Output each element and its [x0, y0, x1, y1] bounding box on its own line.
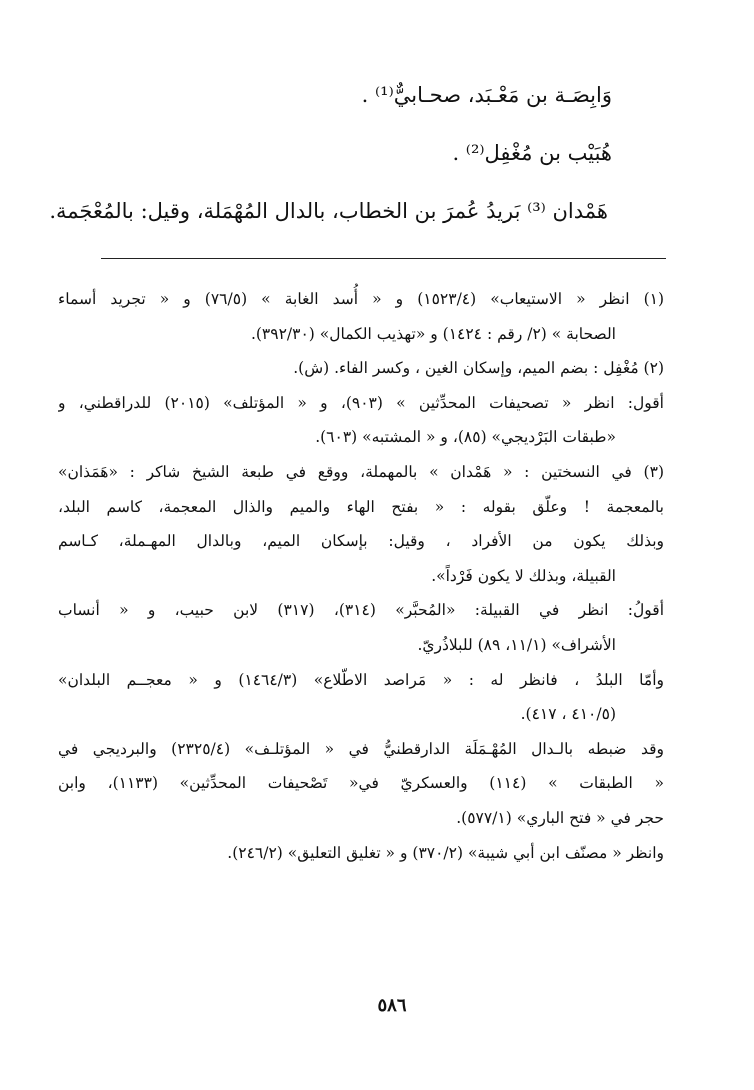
footnote-line: أقول: انظر « تصحيفات المحدِّثين » (٩٠٣)، و « المؤتلف» (٢٠١٥) للدراقطني، و: [58, 393, 664, 412]
footnote-line: بالمعجمة ! وعلّق بقوله : « بفتح الهاء والميم والذال المعجمة، كاسم البلد،: [58, 497, 664, 516]
footnote-line: وانظر « مصنّف ابن أبي شيبة» (٣٧٠/٢) و « تغليق التعليق» (٢٤٦/٢).: [227, 843, 664, 862]
footnote-line: «طبقات البَرْديجي» (٨٥)، و « المشتبه» (٦٠٣).: [315, 428, 616, 447]
footnote-line: وبذلك يكون من الأفراد ، وقيل: بإسكان الميم، وبالدال المهـملة، كـاسم: [58, 532, 664, 551]
footnote-separator: [101, 258, 666, 259]
footnote-line: الأشراف» (١١/١، ٨٩) للبلاذُريّ.: [417, 635, 616, 654]
footnote-line: أقولُ: انظر في القبيلة: «المُحبَّر» (٣١٤)، (٣١٧) لابن حبيب، و « أنساب: [58, 601, 664, 620]
main-text-line-1: وَابِصَـة بن مَعْـبَد، صحـابيٌّ⁽¹⁾ .: [361, 83, 612, 107]
footnote-line: وأمّا البلدُ ، فانظر له : « مَراصد الاطّلاع» (١٤٦٤/٣) و « معجــم البلدان»: [58, 670, 664, 689]
main-text-line-2: هُبَيْب بن مُغْفِل⁽²⁾ .: [452, 141, 612, 165]
footnote-line: (٢) مُغْفِل : بضم الميم، وإسكان الغين ، وكسر الفاء. (ش).: [293, 359, 664, 378]
footnote-line: وقد ضبطه بالـدال المُهْـمَلَة الدارقطنيُّ في « المؤتلـف» (٢٣٢٥/٤) والبرديجي في: [58, 739, 664, 758]
footnote-line: الصحابة » (٢/ رقم : ١٤٢٤) و «تهذيب الكمال» (٣٩٢/٣٠).: [250, 324, 616, 343]
footnote-line: « الطبقات » (١١٤) والعسكريّ في« تَصْحيفات المحدِّثين» (١١٣٣)، وابن: [58, 774, 664, 793]
footnote-line: (٤١٠/٥ ، ٤١٧).: [520, 705, 616, 724]
footnotes: [58, 282, 664, 870]
footnote-line: (١) انظر « الاستيعاب» (١٥٢٣/٤) و « أُسد الغابة » (٧٦/٥) و « تجريد أسماء: [58, 290, 664, 308]
footnote-line: (٣) في النسختين : « هَمْدان » بالمهملة، ووقع في طبعة الشيخ شاكر : «هَمَذان»: [58, 462, 664, 481]
footnote-line: القبيلة، وبذلك لا يكون فَرْداً».: [431, 566, 616, 585]
main-text-line-3: هَمْدان ⁽³⁾ بَريدُ عُمرَ بن الخطاب، بالدال المُهْمَلة، وقيل: بالمُعْجَمة.: [49, 199, 608, 223]
footnote-line: حجر في « فتح الباري» (٥٧٧/١).: [456, 808, 664, 827]
page-number: ٥٨٦: [377, 995, 407, 1016]
